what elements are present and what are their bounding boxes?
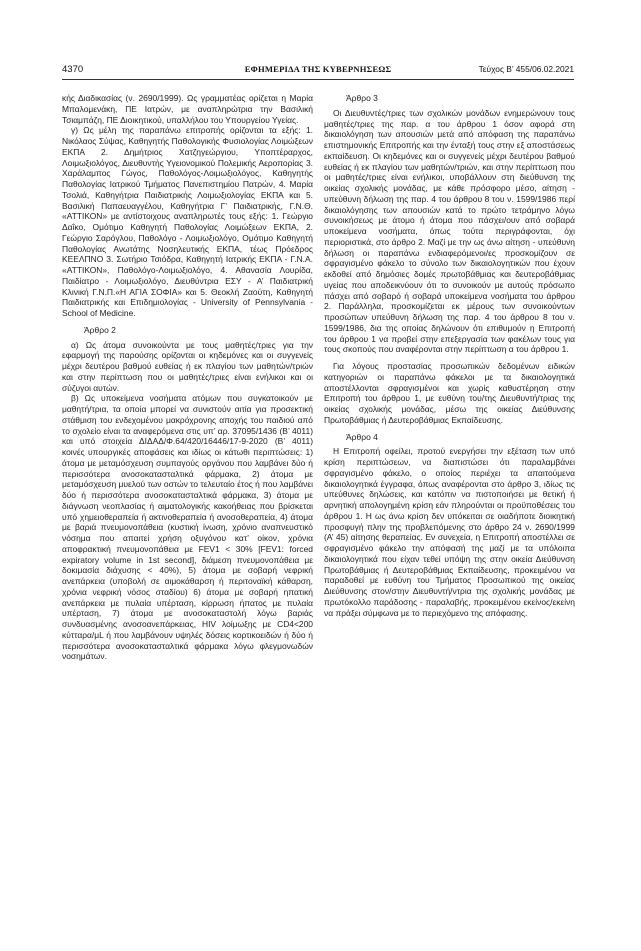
article-heading: Άρθρο 2 [84,324,116,335]
article-heading: Άρθρο 3 [346,93,378,103]
article-heading: Άρθρο 4 [346,431,378,442]
paragraph: Για λόγους προστασίας προσωπικών δεδομένων ειδικών κατηγοριών οι παραπάνω φάκελοι με τα δικαιολογητικά αποστέλλονται σφραγισμένοι και χωρίς καθυστέρηση στην Επιτροπή του άρθρου 1, με ευθύνη του/της Διευθυντή/τριας της οικείας σχολικής μονάδας, μέσω της οικείας Διεύθυνσης Πρωτοβάθμιας ή Δευτεροβάθμιας Εκπαίδευσης. [324,361,575,425]
right-column [324,93,575,618]
page-number: 4370 [62,64,84,75]
issue-reference: Τεύχος B’ 455/06.02.2021 [478,64,574,74]
left-column [62,93,313,662]
header-rule [62,79,574,80]
paragraph: κής Διαδικασίας (ν. 2690/1999). Ως γραμματέας ορίζεται η Μαρία Μπαλομενάκη, ΠΕ Ιατρών, με αναπληρώτρια την Βασιλική Τσιαμπάζη, ΠΕ Διοικητικού, υπαλλήλου του Υπουργείου Υγείας. [62,93,313,125]
page-header [62,64,574,78]
paragraph: Οι Διευθυντές/τριες των σχολικών μονάδων ενημερώνουν τους μαθητές/τριες της παρ. α του άρθρου 1 όσον αφορά στη δικαιολόγηση των απουσιών μετά από απόφαση της παραπάνω επιστημονικής Επιτροπής και την ένταξή τους στην εξ αποστάσεως εκπαίδευση. Οι κηδεμόνες και οι συγγενείς μέχρι δευτέρου βαθμού ευθείας ή εκ πλαγίου των μαθητών/τριών, και στην περίπτωση που οι μαθητές/τριες είναι ενήλικοι, υποβάλλουν στη διεύθυνση της οικείας σχολικής μονάδας, με κάθε πρόσφορο μέσο, αίτηση - υπεύθυνη δήλωση της παρ. 4 του άρθρου 8 του ν. 1599/1986 περί δικαιολόγησης των απουσιών κατά το πρώτο τετράμηνο λόγω συνοικήσεως με άτομο ή άτομα που πάσχει/ουν από σοβαρά υποκείμενα νοσήματα, όπως τούτα περιγράφονται, όχι περιοριστικά, στο άρθρο 2. Μαζί με την ως άνω αίτηση - υπεύθυνη δήλωση οι παραπάνω ενδιαφερόμενοι/ες προσκομίζουν σε σφραγισμένο φάκελο το σύνολο των δικαιολογητικών που έχουν εκδοθεί από δημόσιες δομές πρωτοβάθμιας και δευτεροβάθμιας υγείας που αποδεικνύουν ότι το συνοικούν με αυτούς πρόσωπο πάσχει από σοβαρό ή σοβαρά υποκείμενα νοσήματα του άρθρου 2. Παράλληλα, προσκομίζεται εκ μέρους των συνοικούντων προσώπων υπεύθυνη δήλωση της παρ. 4 του άρθρου 8 του ν. 1599/1986, δια της οποίας δηλώνουν ότι επιθυμούν η Επιτροπή του άρθρου 1 να προβεί στην επεξεργασία των φακέλων τους για τους σκοπούς που αναφέρονται στην περίπτωση α του άρθρου 1. [324,107,575,355]
gazette-title: ΕΦΗΜΕΡΙΔΑ ΤΗΣ ΚΥΒΕΡΝΗΣΕΩΣ [244,64,392,74]
paragraph: α) Ως άτομα συνοικούντα με τους μαθητές/τριες για την εφαρμογή της παρούσης ορίζονται οι κηδεμόνες και οι συγγενείς μέχρι δευτέρου βαθμού ευθείας ή εκ πλαγίου των μαθητών/τριών και στην περίπτωση που οι μαθητές/τριες είναι ενήλικοι και οι σύζυγοι αυτών. [62,339,313,393]
paragraph: β) Ως υποκείμενα νοσήματα ατόμων που συγκατοικούν με μαθητή/τρια, τα οποία μπορεί να συνιστούν αιτία για προσεκτική στάθμιση του ενδεχομένου μακρόχρονης αποχής του παιδιού από το σχολείο είναι τα αναφερόμενα στις υπ’ αρ. 37095/1436 (Β’ 4011) και υπό στοιχεία ΔΙΔΑΔ/Φ.64/420/16446/17-9-2020 (Β’ 4011) κοινές υπουργικές αποφάσεις και ιδίως οι κάτωθι περιπτώσεις: 1) άτομα με μεταμόσχευση συμπαγούς οργάνου που λαμβάνει δύο ή περισσότερα ανοσοκατασταλτικά φάρμακα, 2) άτομα με μεταμόσχευση μυελού των οστών το τελευταίο έτος ή που λαμβάνει δύο ή περισσότερα ανοσοκατασταλτικά φάρμακα, 3) άτομα με διάγνωση νεοπλασίας ή αιματολογικής κακοήθειας που βρίσκεται υπό χημειοθεραπεία ή ακτινοθεραπεία ή ανοσοθεραπεία, 4) άτομα με βαριά πνευμονοπάθεια (κυστική ίνωση, χρόνιο αναπνευστικό νόσημα που απαιτεί χρήση οξυγόνου κατ’ οίκον, χρόνια αποφρακτική πνευμονοπάθεια με FEV1 < 30% [FEV1: forced expiratory volume in 1st second], διάμεση πνευμονοπάθεια με δοκιμασία διάχυσης < 40%), 5) άτομα με σοβαρή νεφρική ανεπάρκεια (υποβολή σε αιμοκάθαρση ή περιτοναϊκή κάθαρση, χρόνια νεφρική νόσος σταδίου) 6) άτομα με σοβαρή ηπατική ανεπάρκεια με πυλαία υπέρταση, κίρρωση ήπατος με πυλαία υπέρταση, 7) άτομα με ανοσοκαταστολή λόγω βαριάς συνδυασμένης ανοσοανεπάρκειας, HIV λοίμωξης με CD4<200 κύτταρα/μL ή που λαμβάνουν υψηλές δόσεις κορτικοειδών ή δύο ή περισσότερα ανοσοκατασταλτικά φάρμακα λόγω φλεγμονωδών νοσημάτων. [62,393,313,662]
paragraph: γ) Ως μέλη της παραπάνω επιτροπής ορίζονται τα εξής: 1. Νικόλαος Σύψας, Καθηγητής Παθολογικής Φυσιολογίας Λοιμώξεων ΕΚΠΑ 2. Δημήτριος Χατζηγεώργιου, Υποπτέραρχος, Λοιμωξιολόγος, Διευθυντής Υγειονομικού Πολεμικής Αεροπορίας 3. Χαράλαμπος Γώγος, Παθολόγος-Λοιμωξιολόγος, Καθηγητής Παθολογίας Ιατρικού Τμήματος Πανεπιστημίου Πατρών, 4. Μαρία Τσολιά, Καθηγήτρια Παιδιατρικής Λοιμωξιολογίας ΕΚΠΑ και 5. Βασιλική Παπαευαγγέλου, Καθηγήτρια Γ’ Παιδιατρικής, Γ.Ν.Θ. «ΑΤΤΙΚΟΝ» με αντίστοιχους αναπληρωτές τους εξής: 1. Γεώργιο Δαΐκο, Ομότιμο Καθηγητή Παθολογίας Λοιμώξεων ΕΚΠΑ, 2. Γεώργιο Σαρόγλου, Παθολόγο - Λοιμωξιολόγο, Ομότιμο Καθηγητή Παθολογίας Ανωτάτης Νοσηλευτικής ΕΚΠΑ, τέως Πρόεδρος ΚΕΕΛΠΝΟ 3. Σωτήριο Τσιόδρα, Καθηγητή Ιατρικής ΕΚΠΑ - Γ.Ν.Α. «ΑΤΤΙΚΟΝ», Παθολόγο-Λοιμωξιολόγο, 4. Αθανασία Λουρίδα, Παιδίατρο - Λοιμωξιολόγο, Διευθύντρια ΕΣΥ - Α’ Παιδιατρική Κλινική Γ.Ν.Π.«Η ΑΓΙΑ ΣΟΦΙΑ» και 5. Θεοκλή Ζαούτη, Καθηγητή Παιδιατρικής και Επιδημιολογίας - University of Pennsylvania -School of Medicine. [62,125,313,318]
paragraph: Η Επιτροπή οφείλει, προτού ενεργήσει την εξέταση των υπό κρίση περιπτώσεων, να διαπιστώσει ότι παραλαμβάνει σφραγισμένο φάκελο, ο οποίος περιέχει τα απαιτούμενα δικαιολογητικά έγγραφα, όπως αναφέρονται στο άρθρο 3, ιδίως τις υπεύθυνες δηλώσεις, και κατόπιν να πιστοποιήσει με θετική ή αρνητική απολογημένη κρίση εάν πληρούνται οι προϋποθέσεις του άρθρου 1. Η ως άνω κρίση δεν υπόκειται σε οιαδήποτε διοικητική προσφυγή πλην της προβλεπόμενης στο άρθρο 24 ν. 2690/1999 (Α’ 45) αίτησης θεραπείας. Εν συνεχεία, η Επιτροπή αποστέλλει σε σφραγισμένο φάκελο την απόφασή της μαζί με τα υπόλοιπα δικαιολογητικά που είχαν τεθεί υπόψη της στην οικεία Διεύθυνση Πρωτοβάθμιας ή Δευτεροβάθμιας Εκπαίδευσης, προκειμένου να παραδοθεί με ευθύνη του Τμήματος Προσωπικού της οικείας Διεύθυνσης στον/στην Διευθυντή/ντρια της σχολικής μονάδας με πρωτόκολλο παράδοσης - παραλαβής, προκειμένου εκείνος/εκείνη να πράξει σύμφωνα με το περιεχόμενο της απόφασης. [324,446,575,618]
